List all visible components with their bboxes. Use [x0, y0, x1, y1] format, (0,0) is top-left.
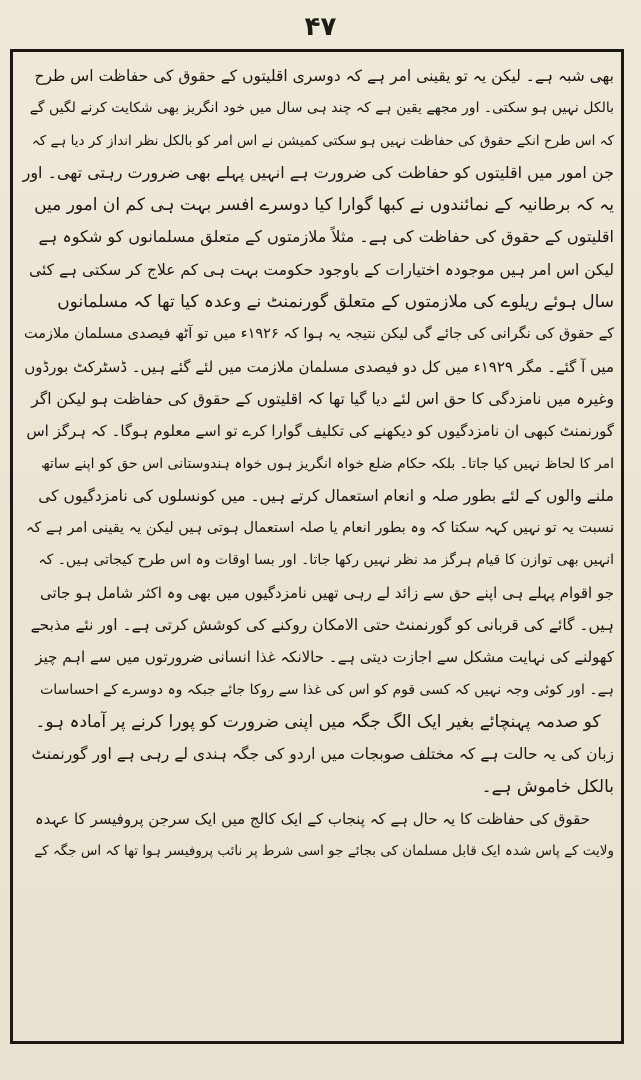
text-line: ملنے والوں کے لئے بطور صلہ و انعام استعمال کرتے ہیں۔ میں کونسلوں کی نامزدگیوں کی [38, 486, 614, 505]
text-line: کو صدمہ پہنچائے بغیر ایک الگ جگہ میں اپنی ضرورت کو پورا کرنے پر آمادہ ہو۔ [35, 711, 601, 732]
text-line: بالکل خاموش ہے۔ [481, 776, 614, 797]
text-line: نسبت یہ تو نہیں کہہ سکتا کہ وہ بطور انعام یا صلہ استعمال ہوتی ہیں لیکن یہ یقینی امر ہے کہ [25, 520, 614, 537]
text-line: جو اقوام پہلے ہی اپنے حق سے زائد لے رہی تھیں نامزدگیوں میں بھی وہ اکثر شامل ہو جاتی [39, 583, 614, 602]
text-line: بالکل نہیں ہو سکتی۔ اور مجھے یقین ہے کہ چند ہی سال میں خود انگریز بھی شکایت کرنے لگیں گے [29, 100, 614, 117]
page-number: ۴۷ [304, 12, 337, 42]
text-line: اقلیتوں کے حقوق کی حفاظت کی ہے۔ مثلاً ملازمتوں کے متعلق مسلمانوں کو شکوہ ہے [38, 227, 614, 247]
text-line: ہیں۔ گائے کی قربانی کو گورنمنٹ حتی الامکان روکنے کی کوشش کرتی ہے۔ اور نئے مذبحے [30, 616, 614, 635]
text-line: ہے۔ اور کوئی وجہ نہیں کہ کسی قوم کو اس کی غذا سے روکا جائے جبکہ وہ دوسرے کے احساسات [40, 681, 614, 698]
text-line: میں آ گئے۔ مگر ۱۹۲۹ء میں کل دو فیصدی مسلمان ملازمت میں لئے گئے ہیں۔ ڈسٹرکٹ بورڈوں [24, 357, 614, 376]
urdu-text-body [22, 60, 614, 1035]
text-line: سال ہوئے ریلوے کی ملازمتوں کے متعلق گورنمنٹ نے وعدہ کیا تھا کہ مسلمانوں [57, 292, 614, 313]
text-line: کہ اس طرح انکے حقوق کی حفاظت نہیں ہو سکتی کمیشن نے اس امر کو بالکل نظر انداز کر دیا ہے کہ [31, 132, 614, 149]
text-line: امر کا لحاظ نہیں کیا جاتا۔ بلکہ حکام ضلع خواہ انگریز ہوں خواہ ہندوستانی اس حق کو اپنے ساتھ [41, 455, 614, 472]
text-line: وغیرہ میں نامزدگی کا حق اس لئے دیا گیا تھا کہ اقلیتوں کے حقوق کی حفاظت ہو لیکن اگر [31, 389, 614, 408]
text-line: حقوق کی حفاظت کا یہ حال ہے کہ پنجاب کے ایک کالج میں ایک سرجن پروفیسر کا عہدہ [34, 809, 590, 828]
text-line: لیکن اس امر ہیں موجودہ اختیارات کے باوجود حکومت بہت ہی کم علاج کر سکتی ہے کئی [29, 260, 614, 279]
text-line: ولایت کے پاس شدہ ایک قابل مسلمان کی بجائے جو اسی شرط پر نائب پروفیسر ہوا تھا کہ اس جگہ کے [34, 843, 614, 860]
text-line: انہیں بھی توازن کا قیام ہرگز مد نظر نہیں رکھا جاتا۔ اور بسا اوقات وہ اس طرح کیجاتی ہیں۔ کہ [38, 552, 614, 569]
text-line: یہ کہ برطانیہ کے نمائندوں نے کبھا گوارا کیا دوسرے افسر بہت ہی کم ان امور میں [34, 195, 614, 216]
text-line: بھی شبہ ہے۔ لیکن یہ تو یقینی امر ہے کہ دوسری اقلیتوں کے حقوق کی حفاظت اس طرح [34, 67, 614, 85]
text-line: زبان کی یہ حالت ہے کہ مختلف صوبجات میں اردو کی جگہ ہندی لے رہی ہے اور گورنمنٹ [31, 745, 614, 764]
text-line: کھولنے کی نہایت مشکل سے اجازت دیتی ہے۔ حالانکہ غذا انسانی ضرورتوں میں سے اہم چیز [35, 648, 614, 667]
text-line: کے حقوق کی نگرانی کی جائے گی لیکن نتیجہ یہ ہوا کہ ۱۹۲۶ء میں تو آٹھ فیصدی مسلمان ملازمت [23, 326, 614, 343]
text-line: جن امور میں اقلیتوں کو حفاظت کی ضرورت ہے انہیں پہلے بھی ضرورت رہتی تھی۔ اور [22, 162, 614, 182]
text-line: گورنمنٹ کبھی ان نامزدگیوں کو دیکھنے کی تکلیف گوارا کرے تو اسے معلوم ہوگا۔ کہ ہرگز اس [26, 422, 614, 441]
